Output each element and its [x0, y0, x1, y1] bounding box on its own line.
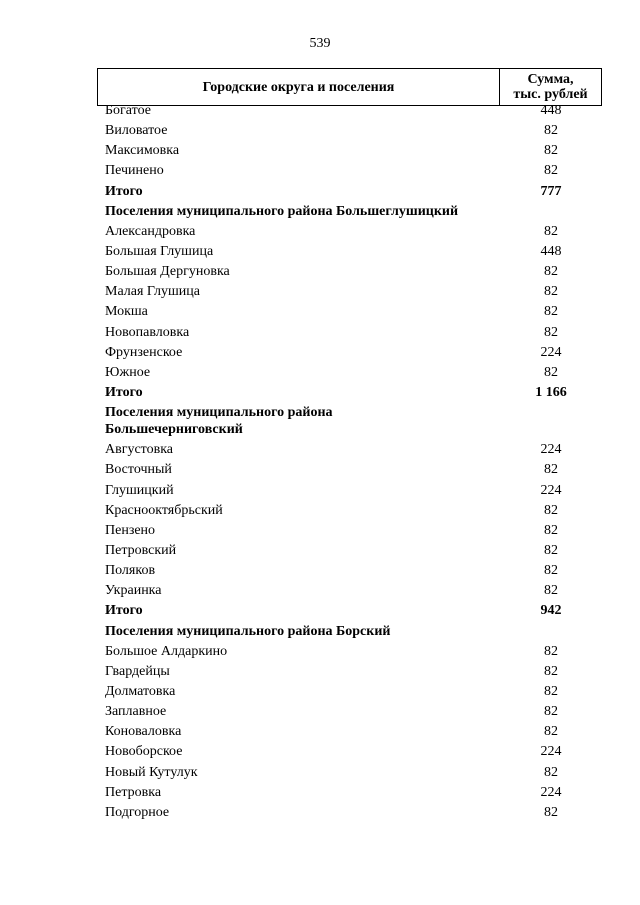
amount: 224 [540, 482, 562, 498]
settlement-name: Большая Дергуновка [105, 264, 230, 280]
amount: 82 [544, 364, 558, 380]
total-amount: 942 [540, 603, 562, 619]
section-title: Поселения муниципального района Большеглушицкий [105, 203, 459, 219]
table-header [97, 68, 602, 106]
settlement-name: Малая Глушица [105, 284, 200, 300]
amount: 82 [544, 143, 558, 159]
settlement-name: Новый Кутулук [105, 764, 198, 780]
column-header-sum [499, 69, 601, 105]
table-row [97, 640, 602, 660]
settlement-name: Украинка [105, 583, 162, 599]
total-amount: 777 [540, 183, 562, 199]
settlement-name: Максимовка [105, 143, 180, 159]
table-row [97, 478, 602, 498]
settlement-name: Гвардейцы [105, 663, 170, 679]
settlement-name: Коноваловка [105, 724, 182, 740]
amount: 224 [540, 344, 562, 360]
settlement-name: Восточный [105, 462, 172, 478]
settlement-name: Заплавное [105, 704, 167, 720]
table-row [97, 159, 602, 179]
table-row [97, 539, 602, 559]
table-row [97, 341, 602, 361]
amount: 448 [540, 243, 562, 259]
column-header-sum-line2: тыс. рублей [513, 87, 588, 102]
amount: 82 [544, 704, 558, 720]
section-title: Большечерниговский [105, 422, 243, 438]
table-row [97, 660, 602, 680]
amount: 82 [544, 462, 558, 478]
total-label: Итого [105, 603, 143, 619]
table-row [97, 458, 602, 478]
amount: 82 [544, 163, 558, 179]
table-row [97, 801, 602, 821]
settlement-name: Августовка [105, 442, 174, 458]
settlement-name: Подгорное [105, 804, 170, 820]
table-row [97, 320, 602, 340]
table-row [97, 740, 602, 760]
table-row [97, 559, 602, 579]
table-row [97, 139, 602, 159]
amount: 82 [544, 804, 558, 820]
column-header-sum-line1: Сумма, [527, 72, 574, 87]
table-row [97, 519, 602, 539]
amount: 224 [540, 784, 562, 800]
table-row [97, 680, 602, 700]
amount: 82 [544, 123, 558, 139]
table-row [97, 781, 602, 801]
table-row [97, 760, 602, 780]
settlement-name: Александровка [105, 223, 196, 239]
amount: 82 [544, 324, 558, 340]
settlement-name: Большая Глушица [105, 243, 214, 259]
section-heading-row [97, 421, 602, 438]
amount: 82 [544, 502, 558, 518]
total-row [97, 179, 602, 199]
table-row [97, 220, 602, 240]
table-row [97, 260, 602, 280]
table-row [97, 361, 602, 381]
settlement-name: Богатое [105, 103, 151, 118]
table-row [97, 300, 602, 320]
amount: 224 [540, 744, 562, 760]
settlement-name: Печинено [105, 163, 164, 179]
settlement-name: Петровка [105, 784, 162, 800]
amount: 82 [544, 563, 558, 579]
section-heading-row [97, 401, 602, 421]
table-row [97, 280, 602, 300]
amount: 82 [544, 264, 558, 280]
amount: 448 [540, 103, 562, 118]
total-row [97, 599, 602, 619]
amount: 82 [544, 643, 558, 659]
settlement-name: Поляков [105, 563, 156, 579]
amount: 82 [544, 583, 558, 599]
total-label: Итого [105, 384, 143, 400]
amount: 224 [540, 442, 562, 458]
settlement-name: Большое Алдаркино [105, 643, 228, 659]
table-body [97, 103, 602, 821]
amount: 82 [544, 284, 558, 300]
section-title: Поселения муниципального района Борский [105, 623, 391, 639]
table-row [97, 119, 602, 139]
settlement-name: Новопавловка [105, 324, 190, 340]
settlement-name: Пензено [105, 522, 156, 538]
table-row [97, 438, 602, 458]
settlement-name: Петровский [105, 542, 177, 558]
amount: 82 [544, 663, 558, 679]
section-title: Поселения муниципального района [105, 405, 333, 421]
settlement-name: Фрунзенское [105, 344, 183, 360]
total-amount: 1 166 [535, 384, 567, 400]
section-heading-row [97, 200, 602, 220]
amount: 82 [544, 304, 558, 320]
table-row [97, 720, 602, 740]
section-heading-row [97, 619, 602, 639]
table-row [97, 240, 602, 260]
page-number: 539 [309, 36, 331, 51]
amount: 82 [544, 683, 558, 699]
settlement-name: Новоборское [105, 744, 183, 760]
total-label: Итого [105, 183, 143, 199]
table-row [97, 103, 602, 119]
settlement-name: Южное [105, 364, 151, 380]
table-row [97, 499, 602, 519]
settlement-name: Глушицкий [105, 482, 174, 498]
settlement-name: Долматовка [105, 683, 176, 699]
total-row [97, 381, 602, 401]
amount: 82 [544, 764, 558, 780]
amount: 82 [544, 724, 558, 740]
column-header-name: Городские округа и поселения [202, 80, 395, 95]
amount: 82 [544, 223, 558, 239]
settlement-name: Мокша [105, 304, 148, 320]
amount: 82 [544, 542, 558, 558]
settlement-name: Виловатое [105, 123, 168, 139]
settlement-name: Краснооктябрьский [105, 502, 223, 518]
amount: 82 [544, 522, 558, 538]
table-row [97, 579, 602, 599]
table-row [97, 700, 602, 720]
